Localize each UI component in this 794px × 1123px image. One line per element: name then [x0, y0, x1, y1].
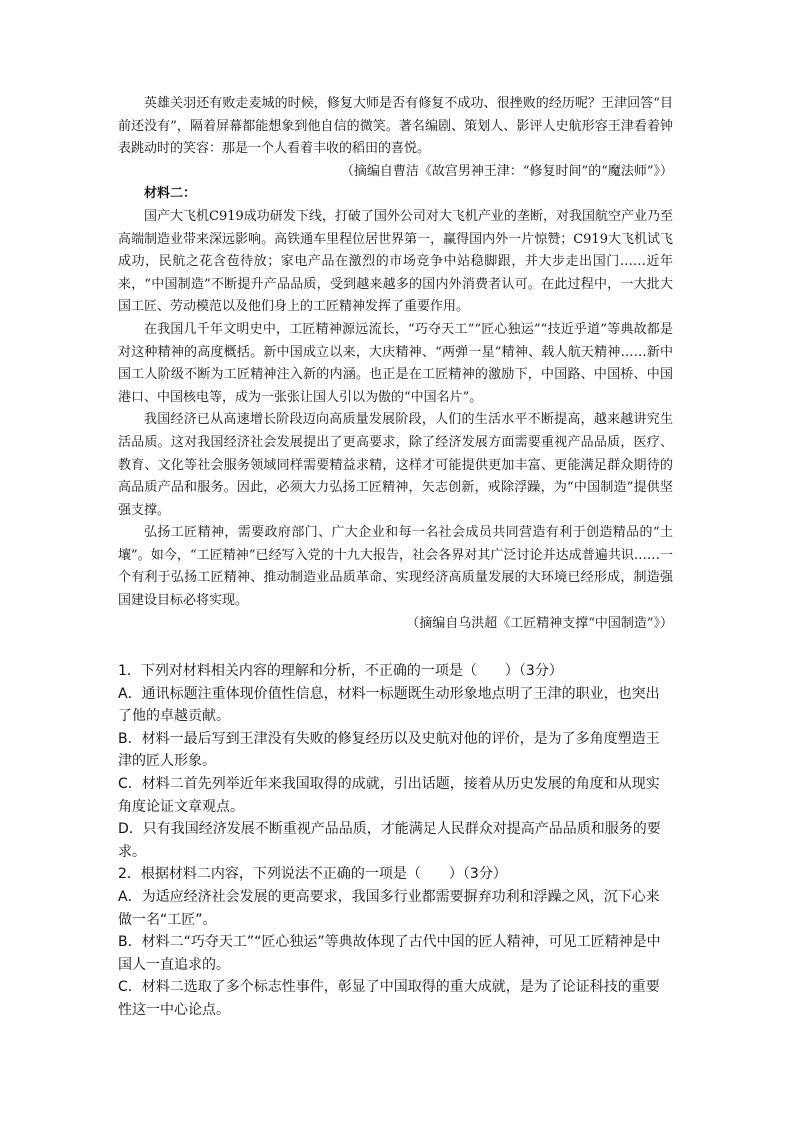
- question-option: C．材料二选取了多个标志性事件，彰显了中国取得的重大成就，是为了论证科技的重要性这一中心论点。: [118, 979, 660, 1018]
- questions-section: [118, 660, 673, 1022]
- question-option: B．材料一最后写到王津没有失败的修复经历以及史航对他的评价，是为了多角度塑造王津的匠人形象。: [118, 730, 660, 770]
- question-option: B．材料二“巧夺天工”“匠心独运”等典故体现了古代中国的匠人精神，可见工匠精神是中国人一直追求的。: [118, 934, 661, 973]
- material1-source: （摘编自曹洁《故宫男神王津：“修复时间”的“魔法师”》）: [340, 163, 673, 179]
- question-stem: 1．下列对材料相关内容的理解和分析，不正确的一项是（ ）（3分）: [118, 663, 563, 679]
- question-stem: 2．根据材料二内容，下列说法不正确的一项是（ ）（3分）: [118, 866, 507, 883]
- question-option: C．材料二首先列举近年来我国取得的成就，引出话题，接着从历史发展的角度和从现实角度论证文章观点。: [118, 775, 660, 815]
- material2-paragraph: 在我国几千年文明史中，工匠精神源远流长，“巧夺天工”“匠心独运”“技近乎道”等典故都是对这种精神的高度概括。新中国成立以来，大庆精神、“两弹一星”精神、载人航天精神……新中国工人阶级不断为工匠精神注入新的内涵。也正是在工匠精神的激励下，中国路、中国桥、中国港口、中国核电等，成为一张张让国人引以为傲的“中国名片”。: [118, 321, 673, 405]
- material2-paragraph: 我国经济已从高速增长阶段迈向高质量发展阶段，人们的生活水平不断提高，越来越讲究生活品质。这对我国经济社会发展提出了更高要求，除了经济发展方面需要重视产品品质，医疗、教育、文化等社会服务领域同样需要精益求精，这样才可能提供更加丰富、更能满足群众期待的高品质产品和服务。因此，必须大力弘扬工匠精神，矢志创新，戒除浮躁，为“中国制造”提供坚强支撑。: [118, 412, 673, 518]
- question-option: A．为适应经济社会发展的更高要求，我国多行业都需要摒弃功利和浮躁之风，沉下心来做一名“工匠”。: [118, 888, 660, 928]
- material2-source: （摘编自乌洪超《工匠精神支撑“中国制造”》）: [406, 615, 673, 631]
- material2-heading: 材料二：: [144, 186, 197, 202]
- question-option: D．只有我国经济发展不断重视产品品质，才能满足人民群众对提高产品品质和服务的要求。: [118, 821, 661, 860]
- material2-paragraph: 弘扬工匠精神，需要政府部门、广大企业和每一名社会成员共同营造有利于创造精品的“土壤”。如今，“工匠精神”已经写入党的十九大报告，社会各界对其广泛讨论并达成普遍共识……一个有利于弘扬工匠精神、推动制造业品质革命、实现经济高质量发展的大环境已经形成，制造强国建设目标必将实现。: [118, 525, 673, 609]
- material1-paragraph: 英雄关羽还有败走麦城的时候，修复大师是否有修复不成功、很挫败的经历呢？王津回答“目前还没有”，隔着屏幕都能想象到他自信的微笑。著名编剧、策划人、影评人史航形容王津看着钟表跳动时的笑容：那是一个人看着丰收的稻田的喜悦。: [118, 96, 673, 157]
- question-option: A．通讯标题注重体现价值性信息，材料一标题既生动形象地点明了王津的职业，也突出了他的卓越贡献。: [118, 685, 660, 725]
- material2-paragraph: 国产大飞机C919成功研发下线，打破了国外公司对大飞机产业的垄断，对我国航空产业乃至高端制造业带来深远影响。高铁通车里程位居世界第一，赢得国内外一片惊赞；C919大飞机试飞成功，民航之花含苞待放；家电产品在激烈的市场竞争中站稳脚跟，并大步走出国门……近年来，“中国制造”不断提升产品品质，受到越来越多的国内外消费者认可。在此过程中，一大批大国工匠、劳动模范以及他们身上的工匠精神发挥了重要作用。: [118, 208, 673, 315]
- reading-materials: [118, 93, 673, 635]
